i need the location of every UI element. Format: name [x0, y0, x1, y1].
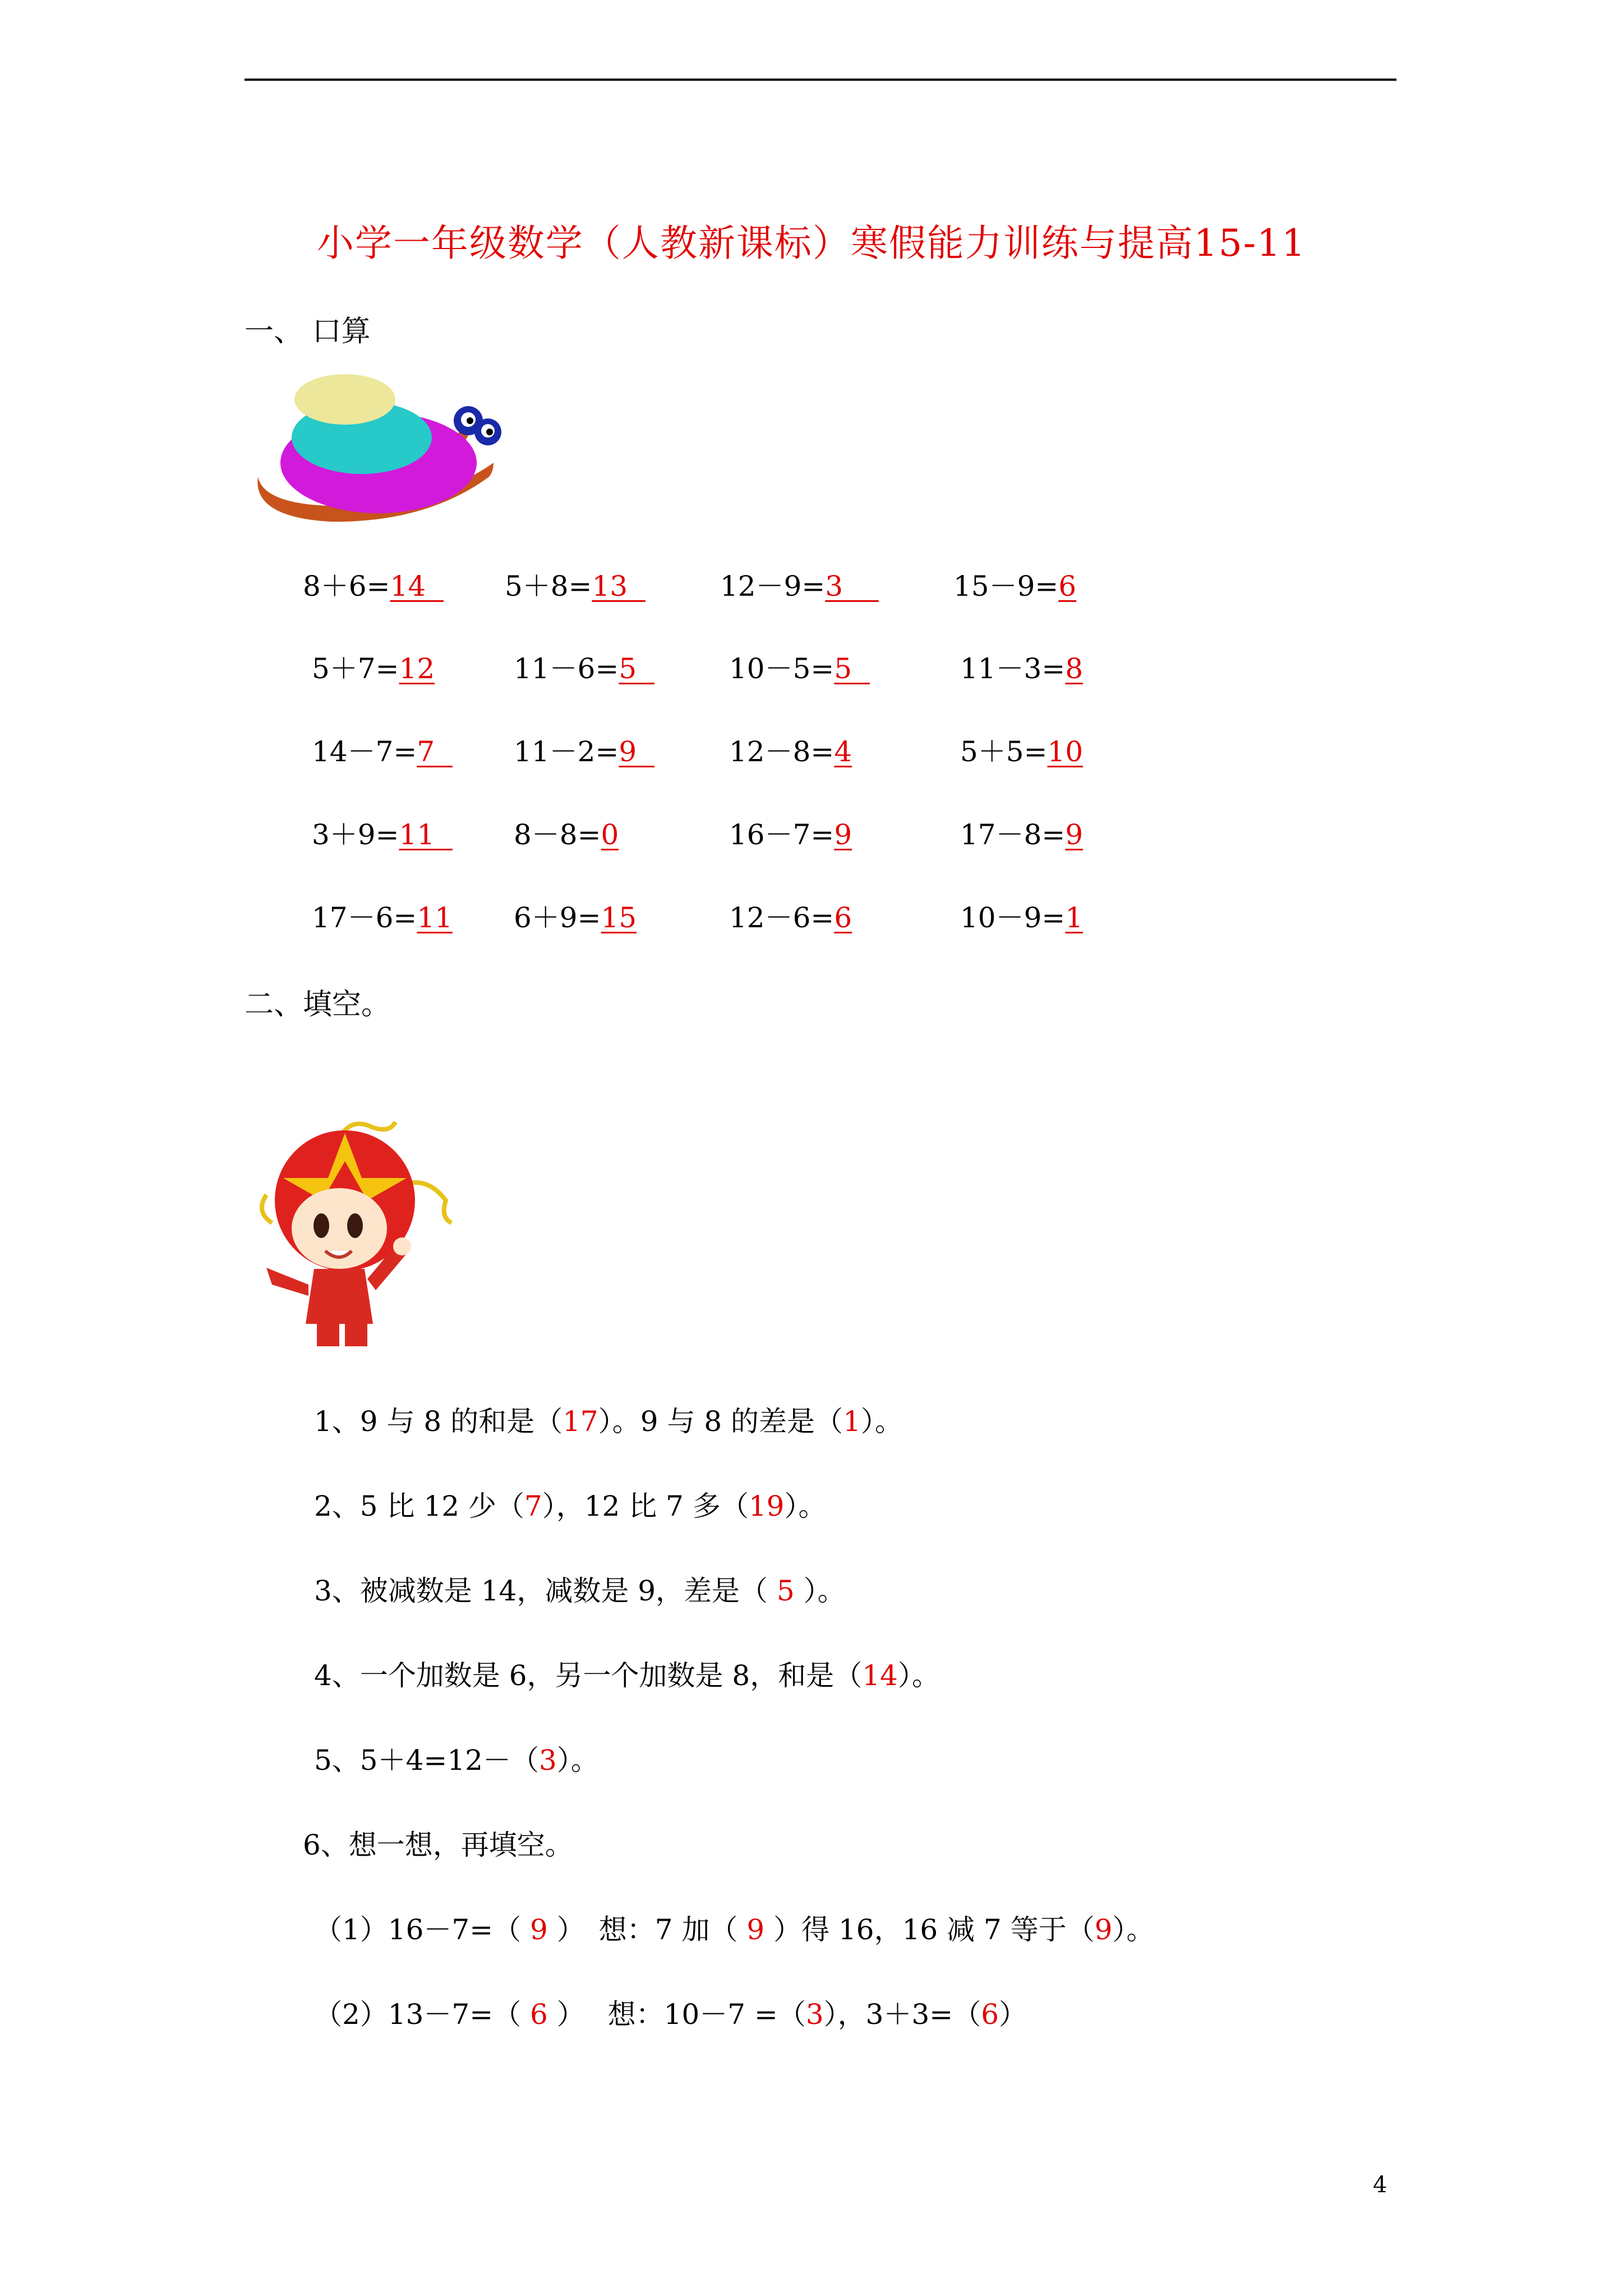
calc-item: 11－3=8	[960, 652, 1083, 685]
calc-answer: 6	[834, 901, 852, 934]
fill-question-3: 3、被减数是 14，减数是 9，差是（ 5 ）。	[314, 1575, 846, 1607]
calc-item: 10－5=5	[729, 646, 870, 687]
calc-item: 12－6=6	[729, 901, 852, 934]
calc-item: 16－7=9	[729, 818, 852, 851]
calc-answer: 13	[592, 570, 628, 602]
calc-answer: 14	[390, 570, 426, 602]
fill-question-6-2: （2）13－7=（ 6 ） 想：10－7 =（3），3＋3=（6）	[314, 1998, 1027, 2031]
calc-item: 5＋8=13	[505, 564, 645, 604]
calc-answer: 7	[417, 735, 435, 768]
calc-answer: 8	[1065, 652, 1083, 685]
calc-answer: 3	[825, 570, 843, 602]
fill-question-6: 6、想一想，再填空。	[303, 1829, 573, 1861]
calc-item: 15－9=6	[953, 570, 1077, 602]
calc-answer: 9	[1065, 818, 1083, 851]
fill-question-1: 1、9 与 8 的和是（17）。9 与 8 的差是（1）。	[314, 1405, 903, 1438]
calc-item: 10－9=1	[960, 901, 1083, 934]
calc-item: 12－9=3	[720, 564, 879, 604]
fill-question-5: 5、5＋4=12－（3）。	[314, 1744, 599, 1777]
calc-answer: 11	[417, 901, 453, 934]
page-title: 小学一年级数学（人教新课标）寒假能力训练与提高15-11	[316, 222, 1307, 265]
calc-item: 8＋6=14	[303, 564, 444, 604]
fill-question-6-1: （1）16－7=（ 9 ） 想：7 加（ 9 ）得 16，16 减 7 等于（9）。	[314, 1913, 1155, 1946]
section-heading-fill-in-blanks: 二、填空。	[245, 988, 391, 1022]
calc-item: 11－6=5	[514, 646, 654, 687]
calc-item: 11－2=9	[514, 729, 654, 770]
fill-question-4: 4、一个加数是 6，另一个加数是 8，和是（14）。	[314, 1659, 940, 1692]
section-heading-oral-calculation: 一、 口算	[245, 315, 371, 348]
calc-item: 5＋5=10	[960, 735, 1083, 768]
calc-answer: 6	[1058, 570, 1077, 602]
calc-item: 6＋9=15	[514, 901, 637, 934]
calc-answer: 1	[1065, 901, 1083, 934]
calc-answer: 5	[834, 652, 852, 685]
calc-answer: 12	[399, 652, 435, 685]
calc-item: 8－8=0	[514, 818, 619, 851]
page-number: 4	[1373, 2172, 1387, 2198]
calc-answer: 9	[619, 735, 637, 768]
calc-item: 14－7=7	[312, 729, 453, 770]
fill-question-2: 2、5 比 12 少（7），12 比 7 多（19）。	[314, 1490, 827, 1522]
calc-answer: 15	[601, 901, 637, 934]
calc-answer: 0	[601, 818, 619, 851]
calc-item: 3＋9=11	[312, 812, 453, 853]
mascot-illustration	[255, 1116, 457, 1352]
header-rule	[245, 79, 1396, 81]
calc-answer: 9	[834, 818, 852, 851]
calc-item: 17－6=11	[312, 901, 453, 934]
calc-item: 12－8=4	[729, 735, 852, 768]
calc-item: 5＋7=12	[312, 652, 435, 685]
calc-answer: 10	[1047, 735, 1083, 768]
calc-answer: 11	[399, 818, 435, 851]
calc-item: 17－8=9	[960, 818, 1083, 851]
calc-answer: 4	[834, 735, 852, 768]
calc-answer: 5	[619, 652, 637, 685]
snail-illustration	[247, 359, 538, 522]
